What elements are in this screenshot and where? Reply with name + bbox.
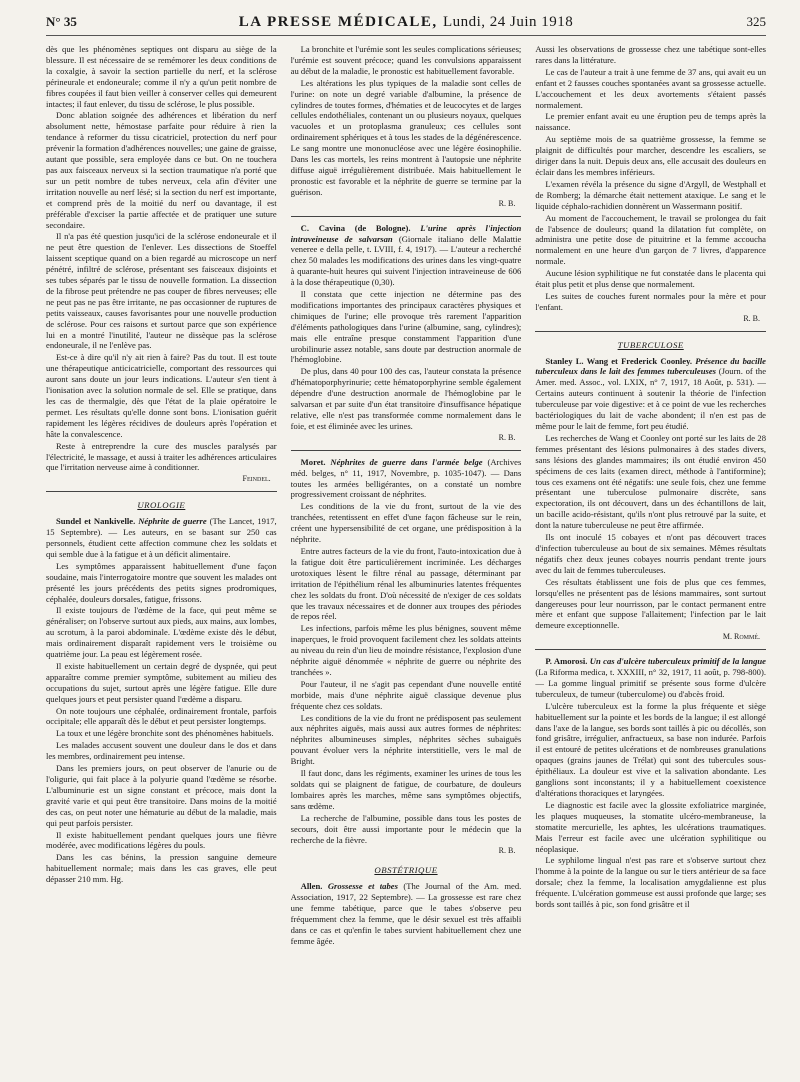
signature: R. B. [498,432,516,442]
running-title [126,14,686,31]
paragraph: Les conditions de la vie du front ne prédisposent pas seulement aux néphrites aiguës, mais aussi aux autres formes de néphrites: néphrites albumineuses simples, néphrites sèches subaiguës pouvant évoluer vers la néphrite interstitielle, vers le mal de Bright. [290,712,522,767]
article-reference: (Archives méd. belges, n° 11, 1917, Novembre, p. 1035-1047). — Dans toutes les armées belligérantes, on a constaté un nombre progressivement croissant de néphrites. [290,456,522,500]
issue-number: N° 35 [46,14,77,29]
paragraph: Aussi les observations de grossesse chez une tabétique sont-elles rares dans la littérature. [535,44,766,65]
signature: R. B. [498,846,516,856]
paragraph: Entre autres facteurs de la vie du front, l'auto-intoxication due à la fatigue doit être particulièrement incriminée. Les décharges urotoxiques lèsent le filtre rénal au passage, déterminant par irritation de l'épithélium rénal les albuminuries latentes fréquentes chez les soldats du front. D'où nécessité de n'exiger de ces soldats que les travaux nécessaires et de donner aux troupes des périodes de repos réel. [290,545,522,622]
paragraph: La bronchite et l'urémie sont les seules complications sérieuses; l'urémie est souvent précoce; quand les convulsions apparaissent au début de la maladie, le pronostic est habituellement favorable. [290,44,522,76]
paragraph: Les altérations les plus typiques de la maladie sont celles de l'urine: on note un degré variable d'albumine, la présence de cylindres de toutes formes, d'hématies et de leucocytes et de larges cellules endothéliales, contenant un ou plusieurs noyaux, quelques vacuoles et un protoplasma granuleux; ces cellules sont ordinairement sphériques et à tous les stades de la dégénérescence. Le sang montre une mononucléose avec une légère éosinophilie. Dans les cas mortels, les reins montrent à l'autopsie une néphrite diffuse aiguë irrégulièrement distribuée. Mais habituellement le pronostic est favorable et la néphrite de guerre se termine par la guérison. [290,77,522,197]
article-title: Un cas d'ulcère tuberculeux primitif de la langue [589,656,766,667]
paragraph: Il existe toujours de l'œdème de la face, qui peut même se généraliser; on l'observe surtout aux pieds, aux mains, aux lombes, au scrotum, à la paroi abdominale. L'œdème existe dès le début, mais ordinairement disparaît rapidement vers le troisième ou quatrième jour. La peau est légèrement rosée. [46,605,277,660]
issue-date: Lundi, 24 Juin 1918 [442,14,574,30]
paragraph: Les conditions de la vie du front, surtout de la vie des tranchées, retentissent en effet d'une façon fâcheuse sur le rein, créent une hypersensibilité de cet organe, une prédisposition à la néphrite. [290,501,522,545]
article-author: Stanley L. Wang et Frederick Coonley. [545,355,693,366]
paragraph: L'examen révéla la présence du signe d'Argyll, de Westphall et de Romberg; la démarche était nettement ataxique. Le sang et le liquide céphalo-rachidien donnèrent un Wassermann positif. [535,178,766,211]
article-author: Allen. [300,881,323,892]
paragraph: Ils ont inoculé 15 cobayes et n'ont pas découvert traces d'infection tuberculeuse au bout de six semaines. Mêmes résultats négatifs chez deux jeunes cobayes nourris pendant trente jours avec du lait de femmes tuberculeuses. [535,532,766,575]
signature: R. B. [743,313,760,323]
article-reference: (La Riforma medica, t. XXXIII, n° 32, 1917, 11 août, p. 798-800). — La gomme lingual primitif se présente sous forme d'ulcère tuberculeux, de tumeur (tuberculome) ou d'abcès froid. [535,667,766,699]
paragraph: Le syphilome lingual n'est pas rare et s'observe surtout chez l'homme à la pointe de la langue ou sur le tiers antérieur de sa face dorsale; chez la femme, la localisation amygdalienne est plus fréquente. L'ulcération gommeuse est aussi profonde que large; ses bords sont taillés à pic, son fond grisâtre et il [535,855,766,910]
article-intro [291,223,522,288]
article-title: L'urine après l'injection intraveineuse de salvarsan [290,222,522,244]
paragraph: Les symptômes apparaissent habituellement d'une façon soudaine, mais l'interrogatoire montre que souvent les malades ont présenté les jours précédents des petits signes prodromiques, céphalée, douleurs dorsales, fatigue, frissons. [46,560,277,604]
signature: R. B. [498,198,516,208]
article-intro [535,356,766,432]
paragraph: De plus, dans 40 pour 100 des cas, l'auteur constata la présence d'hématoporphyrinurie; cette hématoporphyrine semble également dépendre d'une destruction anormale de l'hémoglobine par le salvarsan et par suite d'un état transitoire d'insuffisance hépatique relative, elle n'est pas transformée comme normalement dans le foie, et est éliminée avec les urines. [290,366,522,431]
columns [46,44,766,1079]
article-reference: (Giornale italiano delle Malattie veneree e della pelle, t. LVIII, f. 4, 1917). [290,233,522,255]
section-title-tuberculose: TUBERCULOSE [617,339,684,350]
paragraph: Il existe habituellement un certain degré de dyspnée, qui peut apparaître comme premier symptôme, subitement au milieu des occupations du sujet, surtout après une légère fatigue. Elle dure quelques jours et peut persister quand l'œdème a disparu. [46,660,277,704]
signature: Feindel. [242,474,271,484]
paragraph: Au septième mois de sa quatrième grossesse, la femme se plaignit de difficultés pour marcher, descendre les escaliers, se diriger dans la nuit. Depuis deux ans, elle accusait des douleurs en éclair dans les membres inférieurs. [535,134,766,177]
paragraph: dès que les phénomènes septiques ont disparu au siège de la blessure. Il est nécessaire de se remémorer les deux conditions de la coxalgie, à savoir la section partielle du nerf, et la sclérose périneurale et endoneurale; comme il n'y a qu'un petit nombre de fibres coupées il faut bien veiller à conserver celles qui demeurent intactes; il faut enlever, du tissu de sclérose, le plus possible. [46,44,277,109]
paragraph: Le diagnostic est facile avec la glossite exfoliatrice marginée, les plaques muqueuses, la stomatite ulcéro-membraneuse, la stomatite mercurielle, les aphtes, les ulcérations traumatiques. Mais l'erreur est facile avec une ulcération syphilitique ou néoplasique. [535,799,766,854]
paragraph: Les infections, parfois même les plus bénignes, souvent même inaperçues, le froid provoquent facilement chez les soldats atteints au niveau du rein d'un lieu de moindre résistance, l'explosion d'une néphrite aiguë dénommée « néphrite de guerre ou néphrite des tranchées ». [290,623,522,677]
paragraph: La toux et une légère bronchite sont des phénomènes habituels. [56,728,274,739]
paragraph: Au moment de l'accouchement, le travail se prolongea du fait de l'absence de douleurs; quand la dilatation fut complète, on administra une petite dose de pituitrine et la femme accoucha normalement en une heure d'un garçon de 7 livres, d'apparence normale. [535,212,766,267]
section-title-obstetrique: OBSTÉTRIQUE [374,865,438,876]
page-header [46,14,766,36]
divider [291,216,522,217]
article-reference: (Journ. of the Amer. med. Assoc., vol. LXIX, n° 7, 1917, 18 Août, p. 531). — Certains auteurs continuent à soutenir la théorie de l'infection tuberculeuse par voie digestive: et à ce point de vue les recherches bactériologiques du lait de vache abondent; il n'en est pas de même pour le lait de femme, fort peu étudié. [535,366,766,431]
paragraph: Il faut donc, dans les régiments, examiner les urines de tous les soldats qui se plaignent de fatigue, de courbature, de douleurs lombaires après les marches, même sans symptômes objectifs, sans œdème. [290,768,522,811]
divider [291,450,522,451]
paragraph: La recherche de l'albumine, possible dans tous les postes de secours, doit être aussi importante pour le médecin que la recherche de la fièvre. [290,812,522,845]
paragraph: Il existe habituellement pendant quelques jours une fièvre modérée, avec modifications légères du pouls. [46,829,277,851]
paragraph: Reste à entreprendre la cure des muscles paralysés par l'électricité, le massage, et aussi à traiter les adhérences articulaires que l'irritation nerveuse aime à conditionner. [46,440,277,473]
paragraph: Donc ablation soignée des adhérences et libération du nerf absolument nette, hémostase parfaite pour réduire à rien la tendance à reformer du tissu cicatriciel, protection du nerf pour prévenir la formation d'adhérences nouvelles; une gaine de graisse, autant que possible, sera employée dans ce but. On ne touchera pas aux faisceaux nerveux si la section traumatique n'a porté que sur un petit nombre de tubes nerveux, cela afin d'éviter une irritation nouvelle au nerf lésé; si la section du nerf est importante, et comprend près de la moitié du nerf ou davantage, il est préférable d'exciser la partie affectée et de pratiquer une suture secondaire. [46,110,277,230]
paragraph: Ces résultats établissent une fois de plus que ces femmes, lorsqu'elles ne présentent pas de lésions mammaires, sont surtout dangereuses pour leur nourrisson, par le contact permanent entre mère et enfant que suppose l'allaitement; l'infection par le lait demeure exceptionnelle. [535,576,766,631]
article-title: Néphrite de guerre [138,516,207,527]
article-title: Grossesse et tabes [327,881,398,892]
paragraph: On note toujours une céphalée, ordinairement frontale, parfois occipitale; elle apparaît dès le début et peut persister longtemps. [46,705,277,727]
paragraph: Pour l'auteur, il ne s'agit pas cependant d'une nouvelle entité morbide, mais d'une néphrite aiguë classique devenue plus fréquente chez ces soldats. [290,678,522,711]
article-author: Moret. [300,456,326,467]
paragraph: Le cas de l'auteur a trait à une femme de 37 ans, qui avait eu un enfant et 2 fausses couches spontanées avant sa grossesse actuelle. L'accouchement et les deux avortements s'étaient passés normalement. [535,66,766,110]
section-title-urologie: UROLOGIE [137,500,186,511]
article-reference: (The Journal of the Am. med. Association, 1917, 22 Septembre). — La grossesse est rare chez une femme tabétique, parce que le tabes s'observe peu fréquemment chez la femme, que le désir sexuel est très affaibli dans ce cas et qu'enfin le tabes survient habituellement chez une femme âgée. [290,881,522,946]
paragraph: Les malades accusent souvent une douleur dans le dos et dans les membres, ordinairement peu intense. [46,740,277,762]
article-author: C. Cavina (de Bologne). [300,222,411,233]
signature: M. Rommé. [722,632,760,642]
article-author: P. Amorosi. [545,656,588,667]
paragraph: Les recherches de Wang et Coonley ont porté sur les laits de 28 femmes présentant des lésions pulmonaires à des stades divers, sans lésions des glandes mammaires; ils ont étudié environ 450 spécimens de ces laits (examen direct, méthode à l'antiformine); tous ces examens ont été négatifs: une seule fois, chez une femme présentant une tuberculose pulmonaire discrète, sans expectoration, ils ont découvert, dans un des échantillons de lait, un bacille acido-résistant, qu'ils n'ont plus retrouvé par la suite, et dont la nature tuberculeuse ne peut être affirmée. [535,432,766,531]
paragraph: Est-ce à dire qu'il n'y ait rien à faire? Pas du tout. Il est toute une thérapeutique anticicatricielle, comportant des ressources qui auront sans doute un jour leurs indications. L'auteur s'en tient à l'ionisation avec la solution normale de sel. Elle se pratique, dans les cas de thermalgie, dès que l'état de la plaie opératoire le permet. Les résultats qu'elle donne sont bons. L'ionisation guérit rapidement les légères récidives de douleurs après l'opération et hâte la convalescence. [46,352,277,439]
article-text: — L'auteur a recherché chez 50 malades les modifications des urines dans les vingt-quatre à quarante-huit heures qui suivent l'injection intraveineuse de 606 à la dose thérapeutique (0,30). [290,244,522,288]
paragraph: Les suites de couches furent normales pour la mère et pour l'enfant. [535,290,766,312]
column-1 [46,44,277,1079]
column-3 [535,44,766,1079]
column-2 [291,44,522,1079]
article-intro [535,656,766,700]
article-author: Sundel et Nankivelle. [56,516,136,527]
divider [535,649,766,650]
article-title: Présence du bacille tuberculeux dans le lait des femmes tuberculeuses [535,355,766,377]
page-number: 325 [746,14,766,29]
article-intro [291,881,522,946]
article-reference: (The Lancet, 1917, 15 Septembre). — Les auteurs, en se basant sur 250 cas personnels, étudient cette affection commune chez les soldats et qui semble due à la fatigue et à un déficit alimentaire. [46,516,277,559]
journal-name: LA PRESSE MÉDICALE, [238,14,438,30]
article-title: Néphrites de guerre dans l'armée belge [330,456,483,467]
paragraph: Aucune lésion syphilitique ne fut constatée dans le placenta qui était plus petit et plus dense que normalement. [535,268,766,290]
paragraph: L'ulcère tuberculeux est la forme la plus fréquente et siège habituellement sur la pointe et les bords de la langue; il est allongé dans l'axe de la langue, ses bords sont taillés à pic ou décollés, son fond grisâtre, irrégulier, anfractueux, sa base non indurée. Parfois il est entouré de petites ulcérations et de nombreuses granulations opaques (grains jaunes de Trélat) qui sont des tubercules sous-épithéliaux. La douleur est vive et la salivation abondante. Les ganglions sont inconstants; il y a habituellement coexistence d'altérations thoraciques et laryngées. [535,700,766,798]
paragraph: Le premier enfant avait eu une éruption peu de temps après la naissance. [535,111,766,133]
paragraph: Il constata que cette injection ne détermine pas des modifications importantes des principaux caractères physiques et chimiques de l'urine; elle provoque très rarement l'apparition d'éléments pathologiques dans l'urine (albumine, sang, cylindres); mais elle entraîne presque constamment l'apparition d'une urobilinurie assez notable, sans doute par destruction anormale de l'hémoglobine. [290,289,522,365]
divider [46,491,277,492]
article-intro [46,516,277,560]
divider [535,331,766,332]
paragraph: Il n'a pas été question jusqu'ici de la sclérose endoneurale et il ne peut être question de l'enlever. Les dissections de Stoeffel laissent sceptique quand on a bien regardé au microscope un nerf pénétré, infiltré de sclérose, présentant ses faisceaux disjoints et ses tubes séparés par le tissu de nouvelle formation. La dissection de la fibrose peut prétendre ne pas couper de fibres nerveuses; elle ne peut pas ne pas être irritante, ne pas occasionner de ruptures de petits vaisseaux, causes favorisantes pour une nouvelle production de sclérose. Pour ces raisons et surtout parce que son expérience lui en a montré l'inutilité, l'auteur ne dissèque pas la sclérose endoneurale, il ne l'enlève pas. [46,231,277,351]
article-intro [291,457,522,501]
paragraph: Dans les premiers jours, on peut observer de l'anurie ou de l'oligurie, qui fait place à la polyurie quand l'œdème se résorbe. L'albuminurie est un signe constant et précoce, mais dont la gravité varie et qui peut être transitoire. Dans moins de la moitié des cas, on peut noter une hématurie au début de la maladie, mais qui peut parfois persister. [46,763,277,828]
paragraph: Dans les cas bénins, la pression sanguine demeure habituellement normale; mais dans les cas graves, elle peut dépasser 210 mm. Hg. [46,852,277,885]
